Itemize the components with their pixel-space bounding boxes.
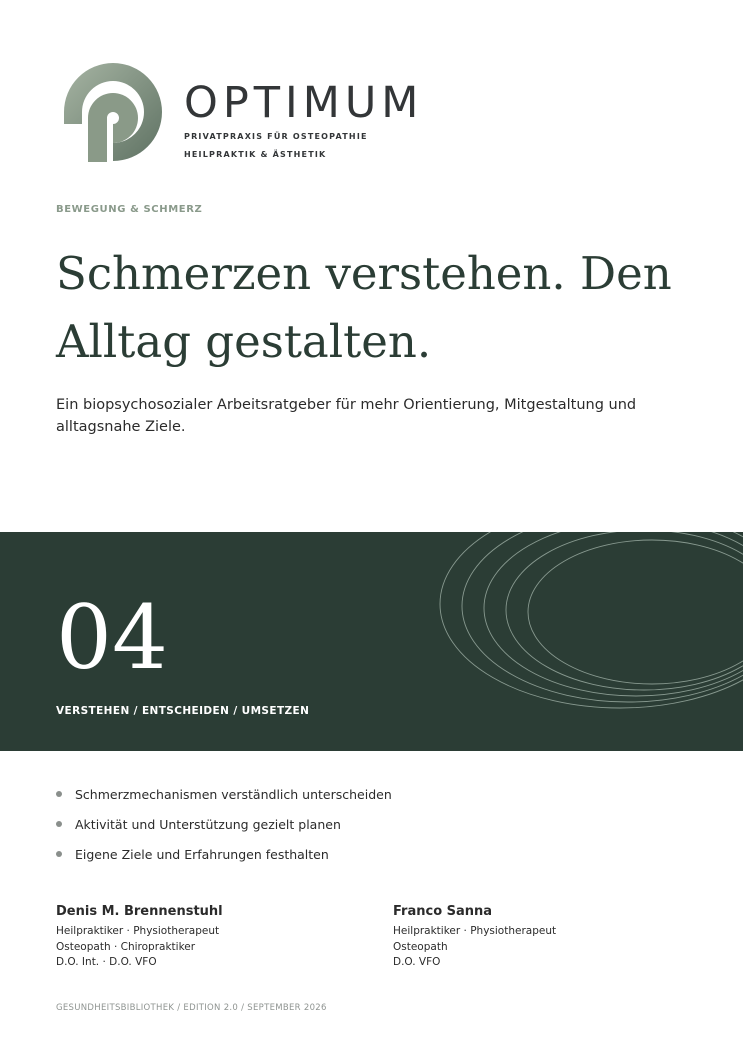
edition-footer: GESUNDHEITSBIBLIOTHEK / EDITION 2.0 / SEPTEMBER 2026: [56, 1003, 327, 1013]
issue-band: [0, 532, 743, 751]
issue-number: 04: [56, 586, 168, 689]
list-item-text: Eigene Ziele und Erfahrungen festhalten: [75, 847, 329, 862]
bullet-icon: [56, 851, 62, 857]
list-item: [56, 782, 392, 812]
author-block-brennenstuhl: [56, 904, 336, 971]
category-label: BEWEGUNG & SCHMERZ: [56, 204, 203, 215]
list-item: [56, 842, 392, 872]
author-block-sanna: [393, 904, 673, 971]
author-name: Denis M. Brennenstuhl: [56, 904, 223, 919]
author-credential: Osteopath: [393, 940, 448, 953]
decorative-rings-icon: [430, 532, 743, 742]
bullet-icon: [56, 791, 62, 797]
list-item-text: Aktivität und Unterstützung gezielt planen: [75, 817, 341, 832]
brand-subline-2: HEILPRAKTIK & ÄSTHETIK: [184, 150, 327, 159]
page-title: Schmerzen verstehen. Den Alltag gestalten.: [56, 247, 672, 368]
issue-tagline: VERSTEHEN / ENTSCHEIDEN / UMSETZEN: [56, 705, 310, 717]
author-credential: D.O. Int. · D.O. VFO: [56, 956, 157, 968]
optimum-p-logo-icon: [62, 62, 164, 164]
list-item-text: Schmerzmechanismen verständlich unterscheiden: [75, 787, 392, 802]
author-credential: Heilpraktiker · Physiotherapeut: [393, 925, 557, 937]
list-item: [56, 812, 392, 842]
brand-name: OPTIMUM: [184, 78, 424, 128]
brand-subline-1: PRIVATPRAXIS FÜR OSTEOPATHIE: [184, 132, 368, 141]
author-name: Franco Sanna: [393, 904, 493, 919]
author-credential: D.O. VFO: [393, 956, 441, 968]
page-subtitle: Ein biopsychosozialer Arbeitsratgeber für mehr Orientierung, Mitgestaltung und alltagsnahe Ziele.: [56, 397, 637, 435]
key-points-list: [56, 782, 392, 872]
practice-logo: [62, 62, 442, 166]
author-credential: Osteopath · Chiropraktiker: [56, 940, 196, 953]
bullet-icon: [56, 821, 62, 827]
author-credential: Heilpraktiker · Physiotherapeut: [56, 925, 220, 937]
